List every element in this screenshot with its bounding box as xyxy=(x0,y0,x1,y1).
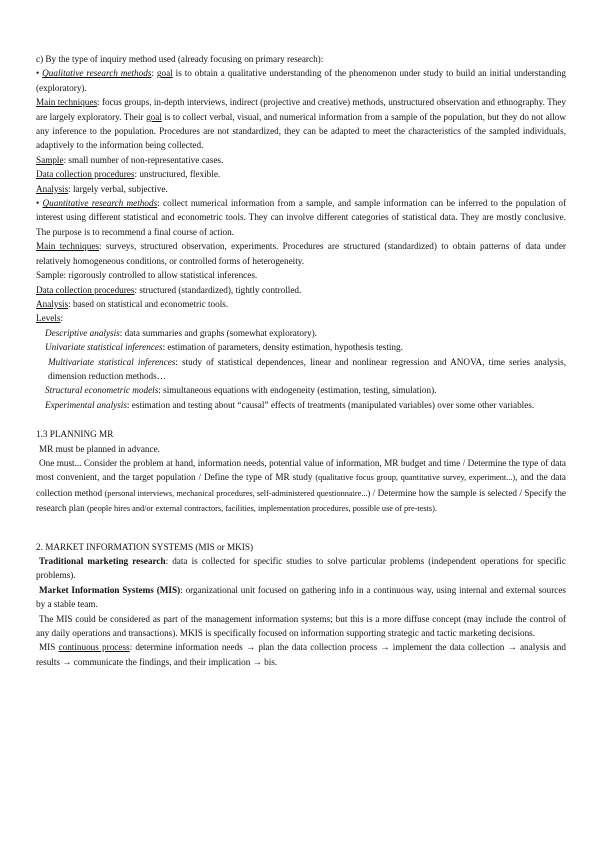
quantitative-title: Quantitative research methods xyxy=(42,198,158,209)
intro-line: c) By the type of inquiry method used (already focusing on primary research): xyxy=(36,54,324,64)
quantitative-techniques: Main techniques: surveys, structured observation, experiments. Procedures are structured (standardized) to obtain patterns of data under relatively homogeneous conditions, or controlled forms of heterogeneity. xyxy=(36,241,566,266)
planning-heading: 1.3 PLANNING MR xyxy=(36,429,114,440)
quantitative-sample: Sample: rigorously controlled to allow statistical inferences. xyxy=(36,270,258,281)
quantitative-procedures: Data collection procedures: structured (standardized), tightly controlled. xyxy=(36,284,302,295)
qualitative-title: Qualitative research methods xyxy=(42,68,152,79)
qualitative-paragraph: • Qualitative research methods: goal is to obtain a qualitative understanding of the phenomenon under study to build an initial understanding (exploratory). xyxy=(36,68,566,93)
mis-diffuse-paragraph: The MIS could be considered as part of the management information systems; but this is a more diffuse concept (may include the control of any daily operations and transactions). MKIS is specifically focused on information supporting strategic and tactic marketing decisions. xyxy=(36,613,566,639)
mis-heading: 2. MARKET INFORMATION SYSTEMS (MIS or MKIS) xyxy=(36,541,254,552)
quantitative-analysis: Analysis: based on statistical and econometric tools. xyxy=(36,298,229,309)
level-item: Univariate statistical inferences: estimation of parameters, density estimation, hypothesis testing. xyxy=(45,342,403,353)
qualitative-analysis: Analysis: largely verbal, subjective. xyxy=(36,183,168,194)
qualitative-techniques: Main techniques: focus groups, in-depth interviews, indirect (projective and creative) methods, unstructured observation and ethnography. They are largely exploratory. Their goal is to collect verbal, visual, and numerical information from a sample of the population, but they do not allow any inference to the population. Procedures are not standardized, they can be adapted to meet the characteristics of the sampled individuals, adaptively to the information being collected. xyxy=(36,97,567,151)
goal-word: goal xyxy=(156,68,173,79)
level-item: Experimental analysis: estimation and testing about “causal” effects of treatments (manipulated variables) over some other variables. xyxy=(45,399,535,410)
qualitative-procedures: Data collection procedures: unstructured, flexible. xyxy=(36,169,221,180)
traditional-paragraph: Traditional marketing research: data is collected for specific studies to solve particular problems (independent operations for specific problems). xyxy=(36,556,566,581)
levels-label: Levels: xyxy=(36,313,64,324)
planning-paragraph: One must... Consider the problem at hand, information needs, potential value of information, MR budget and time / Determine the type of data most convenient, and the target population / Define the type of MR study (qualitative focus group, quantitative survey, experiment...), and the data collection method (personal interviews, mechanical procedures, self-administered questionnaire...) / Determine how the sample is selected / Specify the research plan (people hires and/or external contractors, facilities, implementation procedures, possible use of pre-tests). xyxy=(36,457,566,514)
qualitative-sample: Sample: small number of non-representative cases. xyxy=(36,154,224,165)
level-item: Structural econometric models: simultaneous equations with endogeneity (estimation, testing, simulation). xyxy=(45,385,437,396)
quantitative-paragraph: • Quantitative research methods: collect numerical information from a sample, and sample information can be inferred to the population of interest using different statistical and econometric tools. They can involve different categories of statistical data. They are mostly conclusive. The purpose is to recommend a final course of action. xyxy=(36,198,567,237)
mis-process-paragraph: MIS continuous process: determine information needs → plan the data collection process → implement the data collection → analysis and results → communicate the findings, and their implication → bis. xyxy=(36,642,566,667)
level-item: Descriptive analysis: data summaries and graphs (somewhat exploratory). xyxy=(45,327,317,338)
level-item: Multivariate statistical inferences: study of statistical dependences, linear and nonlinear regression and ANOVA, time series analysis, dimension reduction methods… xyxy=(48,356,567,381)
mis-paragraph: Market Information Systems (MIS): organizational unit focused on gathering info in a continuous way, using internal and external sources by a stable team. xyxy=(36,584,566,610)
planning-line: MR must be planned in advance. xyxy=(39,443,160,454)
